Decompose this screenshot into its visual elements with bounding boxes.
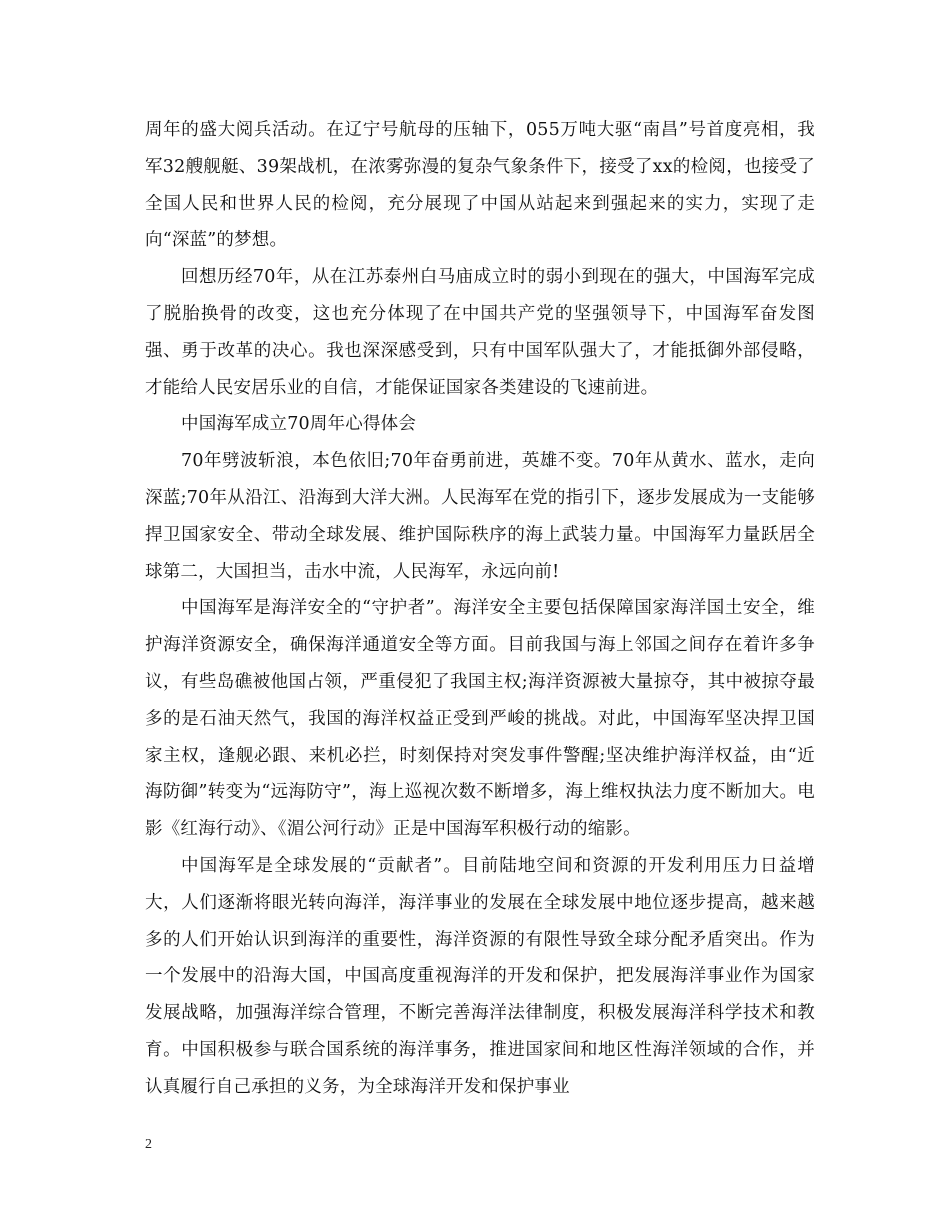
document-body [145,112,815,1106]
paragraph-4: 中国海军是海洋安全的“守护者”。海洋安全主要包括保障国家海洋国土安全，维护海洋资源安全，确保海洋通道安全等方面。目前我国与海上邻国之间存在着许多争议，有些岛礁被他国占领，严重侵犯了我国主权;海洋资源被大量掠夺，其中被掠夺最多的是石油天然气，我国的海洋权益正受到严峻的挑战。对此，中国海军坚决捍卫国家主权，逢舰必跟、来机必拦，时刻保持对突发事件警醒;坚决维护海洋权益，由“近海防御”转变为“远海防守”，海上巡视次数不断增多，海上维权执法力度不断加大。电影《红海行动》、《湄公河行动》正是中国海军积极行动的缩影。 [145,598,815,840]
paragraph-1: 周年的盛大阅兵活动。在辽宁号航母的压轴下，055万吨大驱“南昌”号首度亮相，我军32艘舰艇、39架战机，在浓雾弥漫的复杂气象条件下，接受了xx的检阅，也接受了全国人民和世界人民的检阅，充分展现了中国从站起来到强起来的实力，实现了走向“深蓝”的梦想。 [145,120,815,251]
paragraph-3: 70年劈波斩浪，本色依旧;70年奋勇前进，英雄不变。70年从黄水、蓝水，走向深蓝;70年从沿江、沿海到大洋大洲。人民海军在党的指引下，逐步发展成为一支能够捍卫国家安全、带动全球发展、维护国际秩序的海上武装力量。中国海军力量跃居全球第二，大国担当，击水中流，人民海军，永远向前! [145,451,815,582]
paragraph-5: 中国海军是全球发展的“贡献者”。目前陆地空间和资源的开发利用压力日益增大，人们逐渐将眼光转向海洋，海洋事业的发展在全球发展中地位逐步提高，越来越多的人们开始认识到海洋的重要性，海洋资源的有限性导致全球分配矛盾突出。作为一个发展中的沿海大国，中国高度重视海洋的开发和保护，把发展海洋事业作为国家发展战略，加强海洋综合管理，不断完善海洋法律制度，积极发展海洋科学技术和教育。中国积极参与联合国系统的海洋事务，推进国家间和地区性海洋领域的合作，并认真履行自己承担的义务，为全球海洋开发和保护事业 [145,855,815,1097]
paragraph-2: 回想历经70年，从在江苏泰州白马庙成立时的弱小到现在的强大，中国海军完成了脱胎换骨的改变，这也充分体现了在中国共产党的坚强领导下，中国海军奋发图强、勇于改革的决心。我也深深感受到，只有中国军队强大了，才能抵御外部侵略，才能给人民安居乐业的自信，才能保证国家各类建设的飞速前进。 [145,267,815,398]
section-heading: 中国海军成立70周年心得体会 [181,414,417,435]
page-number: 2 [145,1137,152,1152]
